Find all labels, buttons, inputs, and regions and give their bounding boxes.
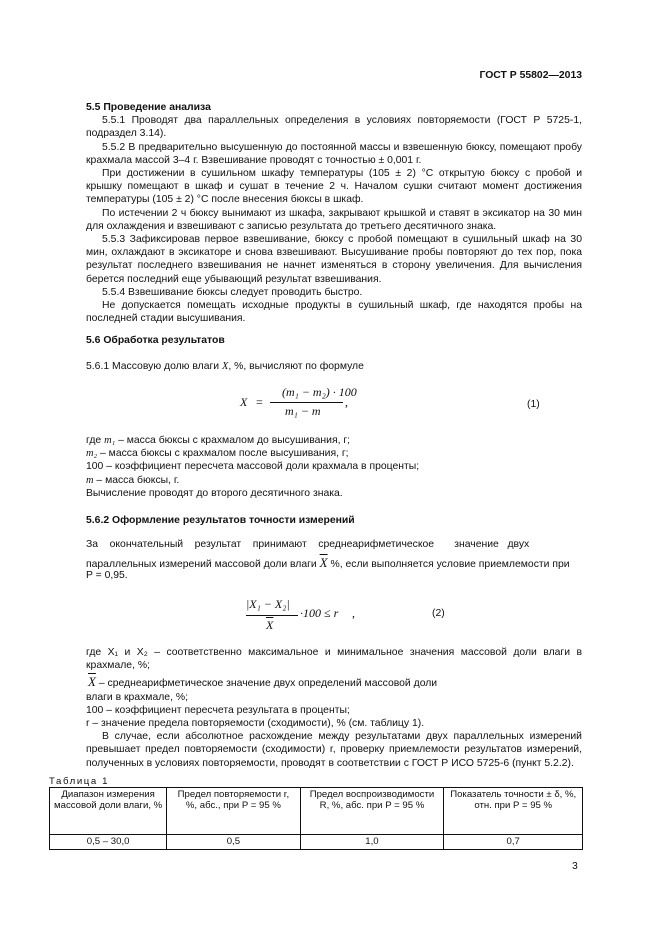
document-code: ГОСТ Р 55802—2013 <box>479 70 582 81</box>
fraction-bar <box>246 615 298 616</box>
paragraph-line: За окончательный результат принимают среднеарифметическое значение двух <box>86 539 530 550</box>
table-header: Показатель точности ± δ, %, отн. при P = 95 % <box>444 788 583 835</box>
equation-number: (2) <box>432 608 445 619</box>
paragraph: Вычисление проводят до второго десятичного знака. <box>86 487 343 499</box>
table-cell: 0,7 <box>444 835 583 850</box>
table-cell: 0,5 – 30,0 <box>50 835 167 850</box>
symbol: m₁ <box>104 435 116 446</box>
table-cell: 0,5 <box>167 835 300 850</box>
formula-denominator: m₁ − m <box>285 404 321 418</box>
text: 100 – коэффициент пересчета массовой доли крахмала в проценты; <box>86 461 420 473</box>
page-number: 3 <box>572 861 578 872</box>
table-header: Диапазон измерения массовой доли влаги, % <box>50 788 167 835</box>
paragraph: В случае, если абсолютное расхождение между результатами двух параллельных измерений превышает предел повторяемости (сходимости) r, проверку приемлемости результатов измерений, полученных в условиях повторяемости, проводят в соответствии с ГОСТ Р ИСО 5725-6 (пункт 5.2.2). <box>86 731 582 769</box>
text: – масса бюксы с крахмалом после высушивания, г; <box>97 448 349 460</box>
where-item: где m₁ – масса бюксы с крахмалом до высушивания, г; <box>86 435 351 446</box>
paragraph: По истечении 2 ч бюксу вынимают из шкафа, закрывают крышкой и ставят в эксикатор на 30 мин для охлаждения и взвешивают с записью результата до третьего десятичного знака. <box>86 207 582 232</box>
where-item <box>86 675 582 690</box>
equation-number: (1) <box>527 399 540 410</box>
where-item <box>86 474 582 487</box>
where-list <box>86 434 582 500</box>
text: параллельных измерений массовой доли влаги <box>86 559 320 570</box>
where-list-2 <box>86 646 582 770</box>
table-header: Предел воспроизводимости R, %, абс. при P = 95 % <box>300 788 444 835</box>
text: %, если выполняется условие приемлемости при <box>327 559 570 570</box>
formula-lhs: X <box>240 395 248 409</box>
section-5-5 <box>86 101 582 325</box>
paragraph-line <box>86 556 570 571</box>
where-item <box>86 460 582 473</box>
precision-table <box>49 787 583 850</box>
paragraph: 5.5.3 Зафиксировав первое взвешивание, бюксу с пробой помещают в сушильный шкаф на 30 мин, охлаждают в эксикаторе и снова взвешивают. Высушивание пробы повторяют до тех пор, пока результат последнего взвешивания не начнет изменяться в сторону увеличения. Для вычисления берется последний еще убывающий результат взвешивания. <box>86 234 582 285</box>
paragraph <box>86 360 364 373</box>
paragraph-line: P = 0,95. <box>86 570 128 581</box>
table-header: Предел повторяемости r, %, абс., при P = 95 % <box>167 788 300 835</box>
where-item: r – значение предела повторяемости (сходимости), % (см. таблицу 1). <box>86 718 425 730</box>
formula-numerator: (m₁ − m₂) · 100 <box>282 385 357 399</box>
text: , %, вычисляют по формуле <box>228 361 364 372</box>
table-row <box>50 835 583 850</box>
formula-eq: = <box>256 395 263 409</box>
table-caption: Таблица 1 <box>49 776 110 787</box>
var-x-mean: $\overline{X}$ <box>88 674 96 690</box>
text: 5.6.1 Массовую долю влаги <box>86 361 222 372</box>
text: – масса бюксы с крахмалом до высушивания, г; <box>115 435 351 446</box>
section-title: 5.6 Обработка результатов <box>86 335 225 346</box>
section-title: 5.5 Проведение анализа <box>86 102 211 113</box>
formula-rest: ·100 ≤ r <box>300 606 339 620</box>
section-title: 5.6.2 Оформление результатов точности измерений <box>86 515 355 526</box>
paragraph: 5.5.1 Проводят два параллельных определения в условиях повторяемости (ГОСТ Р 5725-1, подраздел 3.14). <box>86 115 582 140</box>
var-x: X <box>221 361 229 372</box>
where-item <box>86 447 582 460</box>
formula-denominator: $\overline{X}$ <box>266 618 274 632</box>
table-header-row <box>50 788 583 835</box>
where-item-cont: влаги в крахмале, %; <box>86 691 188 703</box>
var-x-mean: $\overline{X}$ <box>319 555 328 570</box>
table-cell: 1,0 <box>300 835 444 850</box>
where-item: где X₁ и X₂ – соответственно максимальное и минимальное значения массовой доли влаги в крахмале, %; <box>86 647 582 672</box>
where-item: 100 – коэффициент пересчета результата в проценты; <box>86 704 350 716</box>
paragraph: Не допускается помещать исходные продукты в сушильный шкаф, где находятся пробы на последней стадии высушивания. <box>86 300 582 325</box>
paragraph: При достижении в сушильном шкафу температуры (105 ± 2) °С открытую бюксу с пробой и крышку помещают в шкаф и сушат в течение 2 ч. Началом сушки считают момент достижения температуры (105 ± 2) °С после внесения бюксы в шкаф. <box>86 168 582 206</box>
paragraph: 5.5.2 В предварительно высушенную до постоянной массы и взвешенную бюксу, помещают пробу крахмала массой 3–4 г. Взвешивание проводят с точностью ± 0,001 г. <box>86 141 582 166</box>
text: – среднеарифметическое значение двух определений массовой доли <box>95 678 438 690</box>
fraction-bar <box>270 402 343 403</box>
formula-tail: , <box>352 606 355 620</box>
text: – масса бюксы, г. <box>93 474 180 486</box>
formula-tail: , <box>345 395 348 409</box>
symbol: m₂ <box>86 448 98 460</box>
paragraph: 5.5.4 Взвешивание бюксы следует проводить быстро. <box>102 286 363 298</box>
symbol: m <box>86 474 94 486</box>
formula-numerator: |X₁ − X₂| <box>246 597 290 611</box>
